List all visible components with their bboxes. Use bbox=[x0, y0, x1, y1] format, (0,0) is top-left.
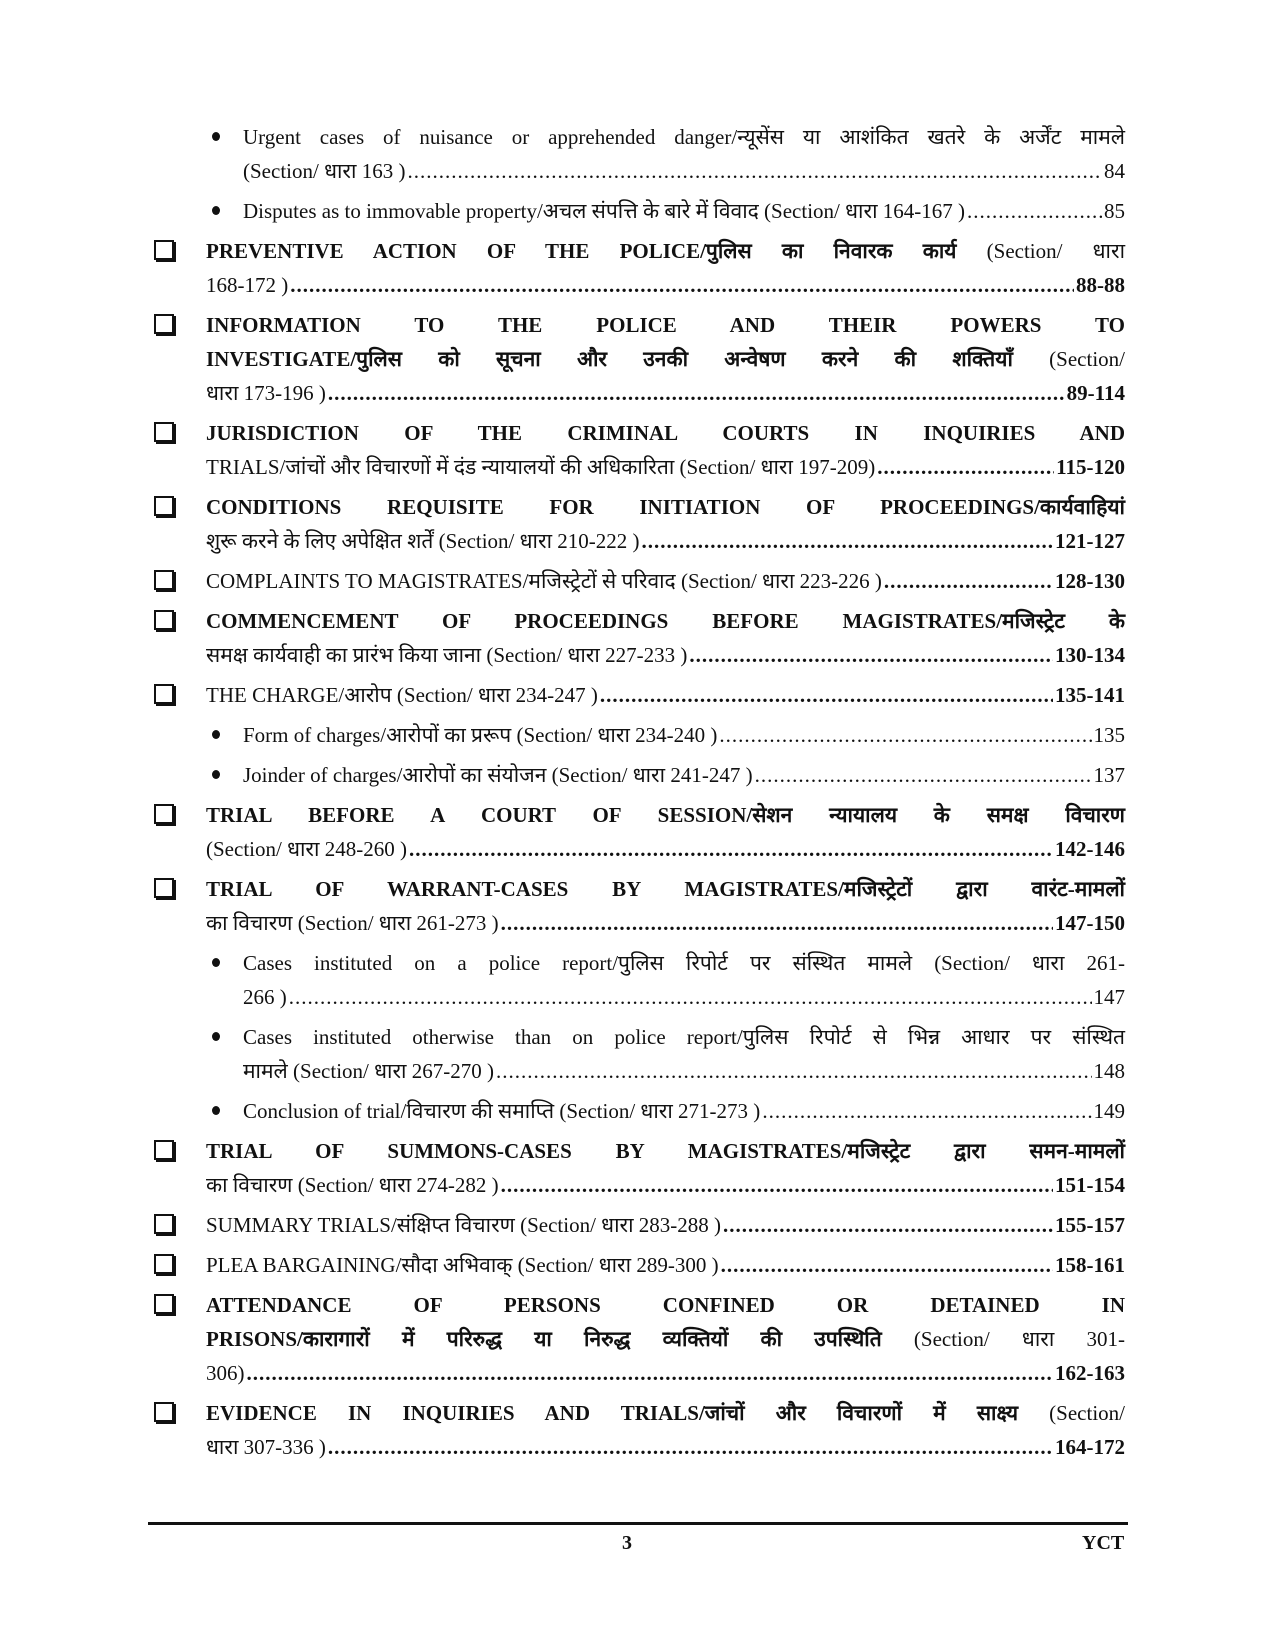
page-range: 149 bbox=[1093, 1099, 1125, 1123]
page-range: 135 bbox=[1093, 723, 1125, 747]
entry-leader-line bbox=[206, 268, 1125, 302]
entry-leader-line bbox=[206, 376, 1125, 410]
dot-leader bbox=[642, 524, 1053, 558]
bullet-icon bbox=[212, 958, 220, 967]
dot-leader bbox=[884, 564, 1053, 598]
entry-title-last-line: PLEA BARGAINING/सौदा अभिवाक् (Section/ धारा 289-300 ) bbox=[206, 1253, 719, 1277]
toc-chapter-entry bbox=[150, 1208, 1125, 1242]
checkbox-square-icon bbox=[154, 804, 174, 824]
checkbox-square-icon bbox=[154, 240, 174, 260]
bullet-icon bbox=[212, 206, 220, 215]
entry-leader-line bbox=[206, 524, 1125, 558]
page-range: 162-163 bbox=[1055, 1361, 1125, 1385]
page-range: 84 bbox=[1104, 159, 1125, 183]
entry-title-last-line: Form of charges/आरोपों का प्ररूप (Section/ धारा 234-240 ) bbox=[243, 723, 718, 747]
entry-leader-line bbox=[243, 1054, 1125, 1088]
page-range: 128-130 bbox=[1055, 569, 1125, 593]
entry-title-line: TRIAL OF WARRANT-CASES BY MAGISTRATES/मजिस्ट्रेटों द्वारा वारंट-मामलों bbox=[206, 877, 1125, 901]
toc-chapter-entry bbox=[150, 1288, 1125, 1390]
dot-leader bbox=[290, 268, 1074, 302]
dot-leader bbox=[719, 718, 1091, 752]
entry-title-line: Cases instituted on a police report/पुलिस रिपोर्ट पर संस्थित मामले (Section/ धारा 261- bbox=[243, 951, 1125, 975]
dot-leader bbox=[409, 832, 1053, 866]
dot-leader bbox=[289, 980, 1092, 1014]
entry-title-last-line: TRIALS/जांचों और विचारणों में दंड न्यायालयों की अधिकारिता (Section/ धारा 197-209) bbox=[206, 455, 876, 479]
page-range: 164-172 bbox=[1055, 1435, 1125, 1459]
table-of-contents bbox=[150, 120, 1125, 1470]
toc-chapter-entry bbox=[150, 1248, 1125, 1282]
dot-leader bbox=[689, 638, 1053, 672]
entry-leader-line bbox=[206, 1356, 1125, 1390]
bullet-icon bbox=[212, 1032, 220, 1041]
entry-title-line: JURISDICTION OF THE CRIMINAL COURTS IN INQUIRIES AND bbox=[206, 421, 1125, 445]
entry-title-last-line: THE CHARGE/आरोप (Section/ धारा 234-247 ) bbox=[206, 683, 598, 707]
publisher-brand: YCT bbox=[1082, 1532, 1125, 1554]
page-range: 147 bbox=[1093, 985, 1125, 1009]
entry-title-last-line: COMPLAINTS TO MAGISTRATES/मजिस्ट्रेटों से परिवाद (Section/ धारा 223-226 ) bbox=[206, 569, 882, 593]
bullet-icon bbox=[212, 770, 220, 779]
page-range: 137 bbox=[1093, 763, 1125, 787]
entry-leader-line bbox=[206, 1168, 1125, 1202]
dot-leader bbox=[721, 1248, 1053, 1282]
page-range: 115-120 bbox=[1056, 455, 1125, 479]
toc-subsection-entry bbox=[150, 194, 1125, 228]
page-number: 3 bbox=[622, 1532, 632, 1554]
entry-title-line: PREVENTIVE ACTION OF THE POLICE/पुलिस का निवारक कार्य (Section/ धारा bbox=[206, 239, 1126, 263]
entry-title-line: INVESTIGATE/पुलिस को सूचना और उनकी अन्वेषण करने की शक्तियाँ (Section/ bbox=[206, 347, 1125, 371]
page-range: 151-154 bbox=[1055, 1173, 1125, 1197]
page-range: 89-114 bbox=[1066, 381, 1125, 405]
page-range: 135-141 bbox=[1055, 683, 1125, 707]
page-range: 147-150 bbox=[1055, 911, 1125, 935]
entry-title-last-line: Joinder of charges/आरोपों का संयोजन (Section/ धारा 241-247 ) bbox=[243, 763, 753, 787]
entry-title-last-line: मामले (Section/ धारा 267-270 ) bbox=[243, 1059, 494, 1083]
toc-chapter-entry bbox=[150, 490, 1125, 558]
entry-title-last-line: (Section/ धारा 163 ) bbox=[243, 159, 406, 183]
entry-leader-line bbox=[243, 758, 1125, 792]
dot-leader bbox=[600, 678, 1053, 712]
toc-subsection-entry bbox=[150, 758, 1125, 792]
page-range: 130-134 bbox=[1055, 643, 1125, 667]
entry-leader-line bbox=[243, 154, 1125, 188]
toc-chapter-entry bbox=[150, 678, 1125, 712]
entry-title-line: CONDITIONS REQUISITE FOR INITIATION OF PROCEEDINGS/कार्यवाहियां bbox=[206, 495, 1125, 519]
entry-title-last-line: का विचारण (Section/ धारा 261-273 ) bbox=[206, 911, 499, 935]
entry-title-last-line: 306) bbox=[206, 1361, 245, 1385]
dot-leader bbox=[247, 1356, 1054, 1390]
entry-title-line: EVIDENCE IN INQUIRIES AND TRIALS/जांचों और विचारणों में साक्ष्य (Section/ bbox=[206, 1401, 1125, 1425]
entry-title-last-line: SUMMARY TRIALS/संक्षिप्त विचारण (Section/ धारा 283-288 ) bbox=[206, 1213, 722, 1237]
entry-leader-line bbox=[243, 1094, 1125, 1128]
toc-subsection-entry bbox=[150, 1094, 1125, 1128]
toc-chapter-entry bbox=[150, 798, 1125, 866]
toc-subsection-entry bbox=[150, 120, 1125, 188]
dot-leader bbox=[328, 376, 1065, 410]
bullet-icon bbox=[212, 1106, 220, 1115]
entry-leader-line bbox=[206, 564, 1125, 598]
dot-leader bbox=[501, 906, 1053, 940]
entry-title-line: Urgent cases of nuisance or apprehended danger/न्यूसेंस या आशंकित खतरे के अर्जेंट मामले bbox=[243, 125, 1125, 149]
entry-leader-line bbox=[206, 638, 1125, 672]
toc-chapter-entry bbox=[150, 234, 1125, 302]
page-range: 85 bbox=[1104, 199, 1125, 223]
entry-leader-line bbox=[206, 1208, 1125, 1242]
entry-leader-line bbox=[206, 1430, 1125, 1464]
entry-title-last-line: 168-172 ) bbox=[206, 273, 289, 297]
dot-leader bbox=[501, 1168, 1053, 1202]
toc-chapter-entry bbox=[150, 308, 1125, 410]
checkbox-square-icon bbox=[154, 1294, 174, 1314]
page-range: 155-157 bbox=[1055, 1213, 1125, 1237]
entry-title-line: Cases instituted otherwise than on police report/पुलिस रिपोर्ट से भिन्न आधार पर संस्थित bbox=[243, 1025, 1125, 1049]
entry-title-line: COMMENCEMENT OF PROCEEDINGS BEFORE MAGISTRATES/मजिस्ट्रेट के bbox=[206, 609, 1125, 633]
toc-chapter-entry bbox=[150, 1134, 1125, 1202]
toc-subsection-entry bbox=[150, 718, 1125, 752]
dot-leader bbox=[762, 1094, 1091, 1128]
entry-title-last-line: समक्ष कार्यवाही का प्रारंभ किया जाना (Section/ धारा 227-233 ) bbox=[206, 643, 688, 667]
checkbox-square-icon bbox=[154, 1140, 174, 1160]
entry-title-line: ATTENDANCE OF PERSONS CONFINED OR DETAINED IN bbox=[206, 1293, 1125, 1317]
entry-leader-line bbox=[243, 718, 1125, 752]
dot-leader bbox=[967, 194, 1102, 228]
entry-leader-line bbox=[206, 450, 1125, 484]
dot-leader bbox=[496, 1054, 1092, 1088]
bullet-icon bbox=[212, 730, 220, 739]
dot-leader bbox=[328, 1430, 1053, 1464]
dot-leader bbox=[723, 1208, 1053, 1242]
checkbox-square-icon bbox=[154, 1214, 174, 1234]
entry-leader-line bbox=[206, 906, 1125, 940]
toc-chapter-entry bbox=[150, 872, 1125, 940]
checkbox-square-icon bbox=[154, 610, 174, 630]
toc-subsection-entry bbox=[150, 1020, 1125, 1088]
checkbox-square-icon bbox=[154, 1254, 174, 1274]
bullet-icon bbox=[212, 132, 220, 141]
entry-title-last-line: Conclusion of trial/विचारण की समाप्ति (Section/ धारा 271-273 ) bbox=[243, 1099, 761, 1123]
entry-title-last-line: शुरू करने के लिए अपेक्षित शर्तें (Section/ धारा 210-222 ) bbox=[206, 529, 640, 553]
entry-title-last-line: धारा 173-196 ) bbox=[206, 381, 326, 405]
page-range: 88-88 bbox=[1076, 273, 1125, 297]
checkbox-square-icon bbox=[154, 570, 174, 590]
dot-leader bbox=[877, 450, 1054, 484]
entry-leader-line bbox=[206, 832, 1125, 866]
entry-title-last-line: Disputes as to immovable property/अचल संपत्ति के बारे में विवाद (Section/ धारा 164-167 ) bbox=[243, 199, 965, 223]
checkbox-square-icon bbox=[154, 684, 174, 704]
entry-title-line: TRIAL OF SUMMONS-CASES BY MAGISTRATES/मजिस्ट्रेट द्वारा समन-मामलों bbox=[206, 1139, 1125, 1163]
entry-leader-line bbox=[243, 980, 1125, 1014]
toc-chapter-entry bbox=[150, 564, 1125, 598]
toc-chapter-entry bbox=[150, 1396, 1125, 1464]
checkbox-square-icon bbox=[154, 878, 174, 898]
entry-title-last-line: धारा 307-336 ) bbox=[206, 1435, 326, 1459]
entry-title-last-line: का विचारण (Section/ धारा 274-282 ) bbox=[206, 1173, 499, 1197]
entry-title-line: TRIAL BEFORE A COURT OF SESSION/सेशन न्यायालय के समक्ष विचारण bbox=[206, 803, 1125, 827]
dot-leader bbox=[407, 154, 1102, 188]
toc-chapter-entry bbox=[150, 604, 1125, 672]
checkbox-square-icon bbox=[154, 422, 174, 442]
entry-leader-line bbox=[206, 1248, 1125, 1282]
entry-leader-line bbox=[243, 194, 1125, 228]
entry-leader-line bbox=[206, 678, 1125, 712]
entry-title-last-line: (Section/ धारा 248-260 ) bbox=[206, 837, 407, 861]
entry-title-line: INFORMATION TO THE POLICE AND THEIR POWERS TO bbox=[206, 313, 1125, 337]
entry-title-line: PRISONS/कारागारों में परिरुद्ध या निरुद्ध व्यक्तियों की उपस्थिति (Section/ धारा 301- bbox=[206, 1327, 1125, 1351]
toc-subsection-entry bbox=[150, 946, 1125, 1014]
page-range: 121-127 bbox=[1055, 529, 1125, 553]
dot-leader bbox=[755, 758, 1092, 792]
entry-title-last-line: 266 ) bbox=[243, 985, 287, 1009]
footer-divider bbox=[148, 1522, 1128, 1525]
checkbox-square-icon bbox=[154, 1402, 174, 1422]
checkbox-square-icon bbox=[154, 496, 174, 516]
page-range: 142-146 bbox=[1055, 837, 1125, 861]
toc-chapter-entry bbox=[150, 416, 1125, 484]
checkbox-square-icon bbox=[154, 314, 174, 334]
page-range: 148 bbox=[1093, 1059, 1125, 1083]
page-range: 158-161 bbox=[1055, 1253, 1125, 1277]
